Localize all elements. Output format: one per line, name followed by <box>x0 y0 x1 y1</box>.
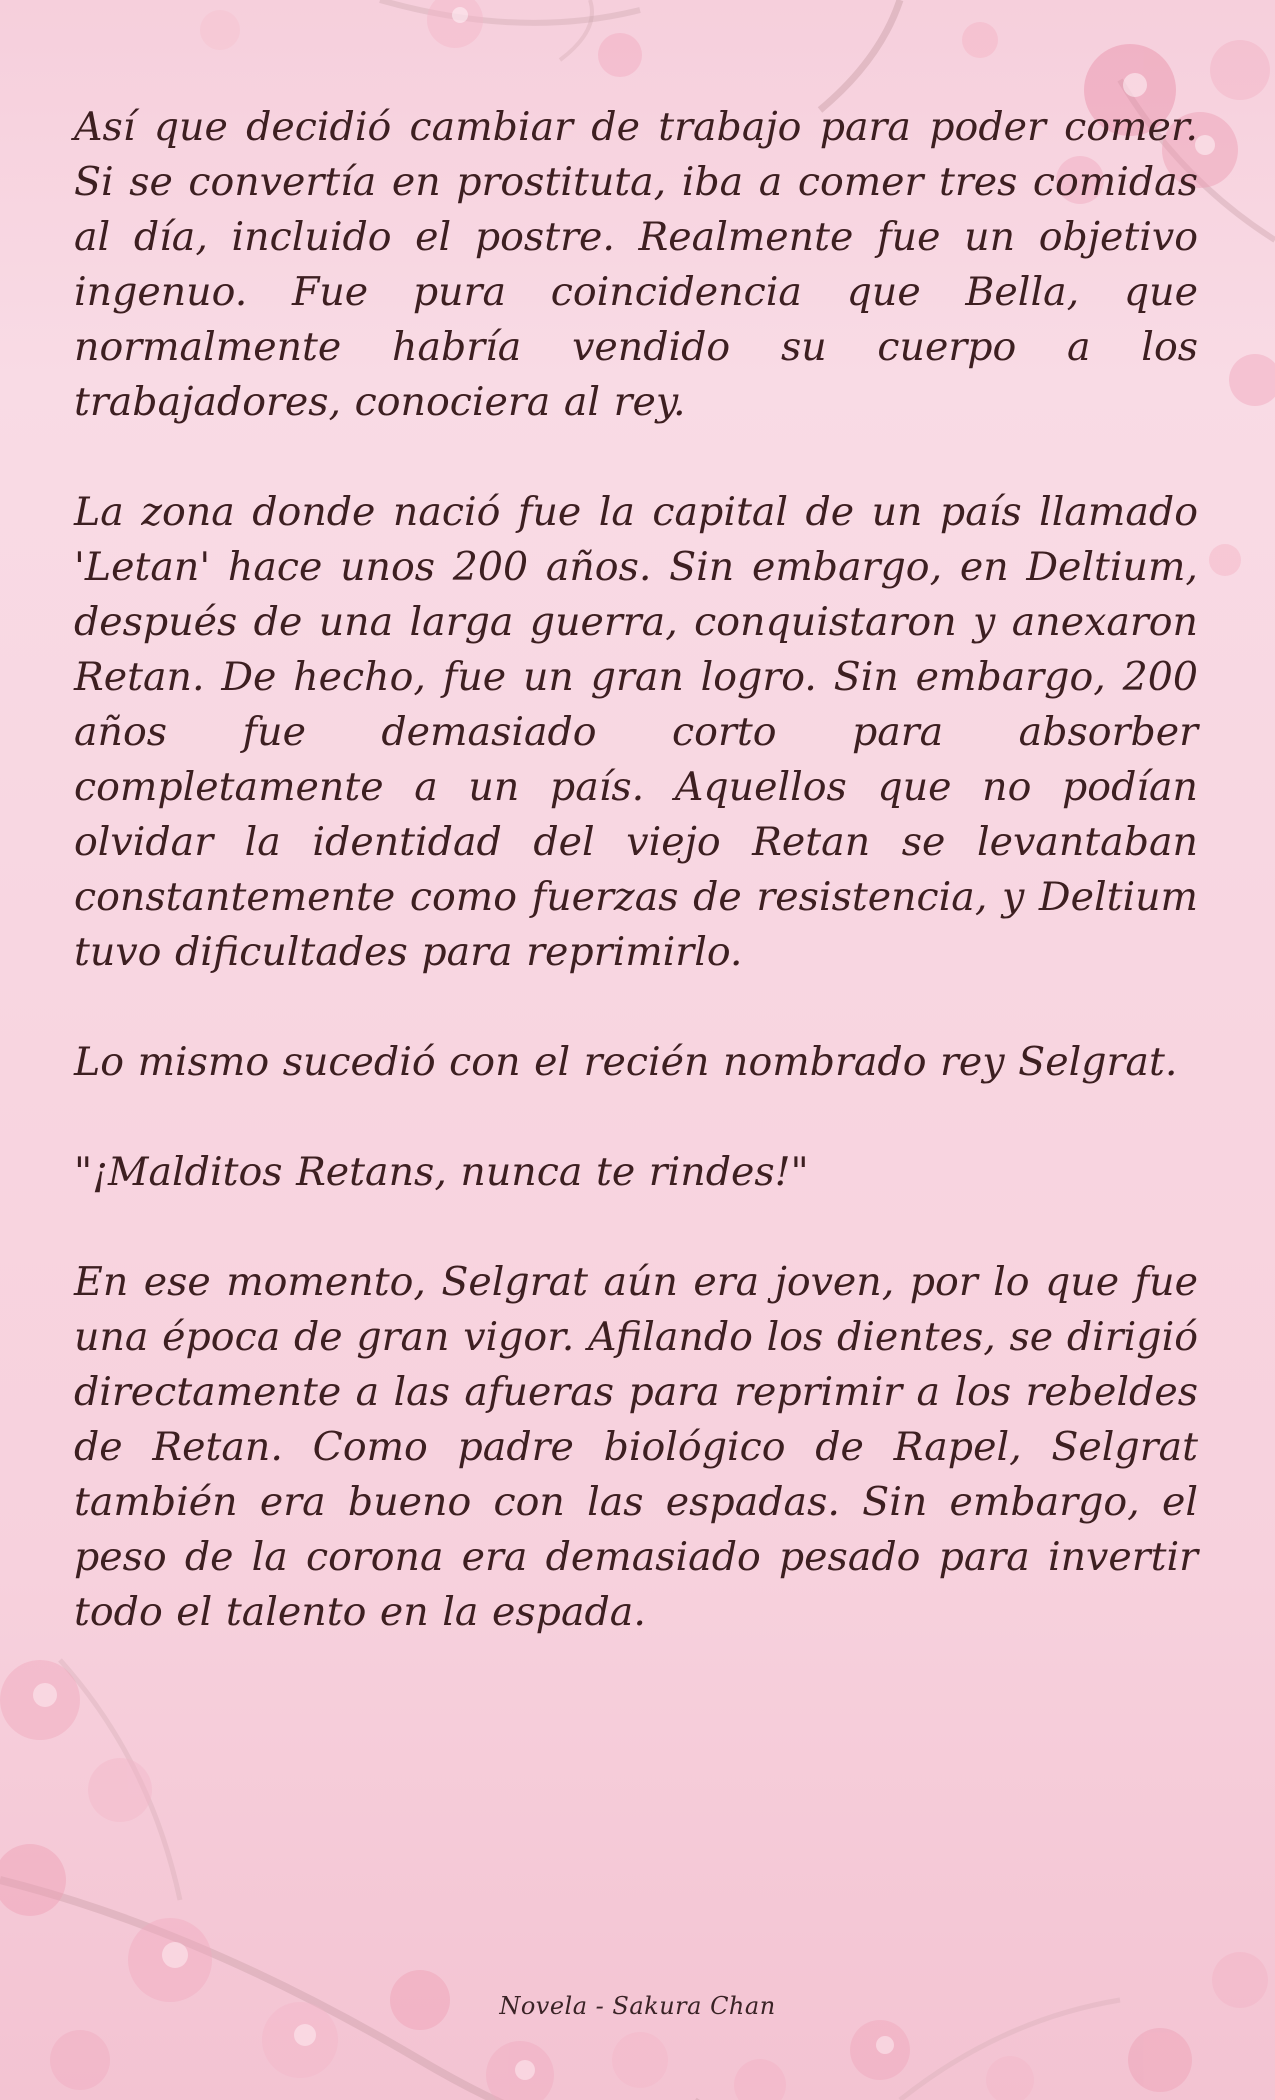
paragraph: Así que decidió cambiar de trabajo para poder comer. Si se convertía en prostituta, iba a comer tres comidas al día, incluido el postre. Realmente fue un objetivo ingenuo. Fue pura coincidencia que Bella, que normalmente habría vendido su cuerpo a los trabajadores, conociera al rey. <box>74 104 1198 425</box>
paragraph: "¡Malditos Retans, nunca te rindes!" <box>74 1149 809 1195</box>
paragraph: En ese momento, Selgrat aún era joven, por lo que fue una época de gran vigor. Afilando los dientes, se dirigió directamente a las afueras para reprimir a los rebeldes de Retan. Como padre biológico de Rapel, Selgrat también era bueno con las espadas. Sin embargo, el peso de la corona era demasiado pesado para invertir todo el talento en la espada. <box>74 1259 1198 1635</box>
source-footer: Novela - Sakura Chan <box>499 1992 776 2020</box>
paragraph: La zona donde nació fue la capital de un país llamado 'Letan' hace unos 200 años. Sin embargo, en Deltium, después de una larga guerra, conquistaron y anexaron Retan. De hecho, fue un gran logro. Sin embargo, 200 años fue demasiado corto para absorber completamente a un país. Aquellos que no podían olvidar la identidad del viejo Retan se levantaban constantemente como fuerzas de resistencia, y Deltium tuvo dificultades para reprimirlo. <box>74 489 1198 975</box>
paragraph: Lo mismo sucedió con el recién nombrado rey Selgrat. <box>74 1039 1178 1085</box>
story-text <box>74 100 1198 1640</box>
